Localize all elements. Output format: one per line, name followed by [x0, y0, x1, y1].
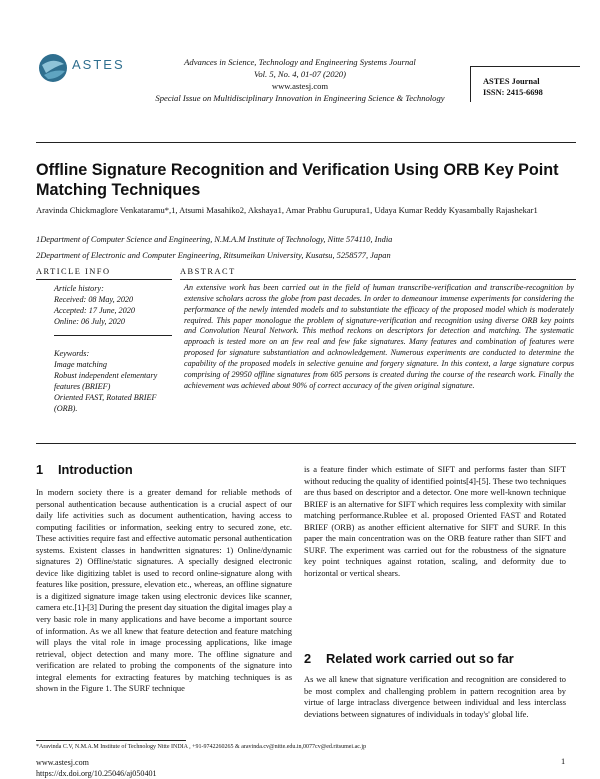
journal-info [150, 56, 450, 104]
keywords-block [54, 348, 172, 414]
online-date: Online: 06 July, 2020 [54, 317, 125, 326]
abstract-rule [180, 279, 576, 280]
astes-globe-icon [36, 51, 70, 85]
corresponding-author-footnote: *Aravinda C.V, N.M.A.M Institute of Technology Nitte INDIA , +91-9742260265 & aravinda.cv@nitte.edu.in,0077cv@ed.ritsumei.ac.jp [36, 744, 367, 750]
affiliation-1: 1Department of Computer Science and Engineering, N.M.A.M Institute of Technology, Nitte 574110, India [36, 235, 393, 244]
article-info-heading: ARTICLE INFO [36, 267, 111, 276]
section-title: Related work carried out so far [326, 651, 514, 666]
issn-box [470, 66, 580, 102]
keyword-item: Robust independent elementary features (BRIEF) [54, 371, 158, 391]
footer-doi[interactable]: https://dx.doi.org/10.25046/aj050401 [36, 769, 157, 778]
article-history [54, 283, 172, 327]
section-heading-introduction [36, 462, 133, 477]
received-date: Received: 08 May, 2020 [54, 295, 134, 304]
affiliation-2: 2Department of Electronic and Computer Engineering, Ritsumeikan University, Kusatsu, 5258577, Japan [36, 251, 391, 260]
abstract-text: An extensive work has been carried out in the field of human transcribe-verification and transcribe-recognition by extensive scholars across the globe from past decades. In order to demeanour immense experiments for considering the performance of the newly intended models and to substantiate the efficacy of the proposed model which is moderately required. This paper monologue the problem of signature-verification and recognition using diverse ORB key points and Convolution Neural Network. This method reckons on descriptors for detection and matching. The systematic approach is tested more on an few real and few fake signatures. Many features and combination of features were proposed for signature substantiation and acknowledgement. Numerous experiments are conducted to determine the capability of the proposed models in selective genuine and forgery signature. In this context, a large signature corpus comprising of 29950 offline signatures from 605 persons is created during the course of the research work. Finally the achievement was achieved about 90% of correct accuracy of the given original signature. [184, 283, 574, 390]
history-label: Article history: [54, 284, 104, 293]
journal-name: Advances in Science, Technology and Engineering Systems Journal [184, 57, 416, 67]
header-divider [36, 142, 576, 143]
introduction-text: In modern society there is a greater demand for reliable methods of personal authentication because authentication is a crucial aspect of our daily life activities such as document authentication, having access to computing facilities or information, seeking entry to secured zone, etc. These activities require fast and effective automatic personal authentication systems. Existent classes in handwritten signatures: 1) Online/dynamic signatures 2) Offline/static signatures. A specially designed electronic device like digitizing tablet is used to record online-signature along with features like position, pressure, elevation etc., whereas, an offline signature is a digitized signature image taken using electronic devices like scanner, camera etc.[1]-[3] During the present day situation the digital images play a very basic role in many applications and have become a important source of information. As we all knew that feature detection and feature matching will plays the vital role in image processing applications, like image retrieval, object detection and many more. The offline signature and verification are related to probing the components of the signature into integral elements for extracting features by matching techniques is as shown in the Figure 1. The SURF technique [36, 487, 292, 694]
section-number: 1 [36, 462, 44, 477]
section-heading-related-work [304, 651, 514, 666]
section-number: 2 [304, 651, 312, 666]
issn-journal-title: ASTES Journal [483, 77, 540, 86]
abstract-heading: ABSTRACT [180, 267, 236, 276]
special-issue: Special Issue on Multidisciplinary Innovation in Engineering Science & Technology [155, 93, 445, 103]
article-info-rule [36, 279, 172, 280]
journal-volume: Vol. 5, No. 4, 01-07 (2020) [254, 69, 346, 79]
paper-title: Offline Signature Recognition and Verification Using ORB Key Point Matching Techniques [36, 161, 559, 199]
author-list: Aravinda Chickmaglore Venkataramu*,1, Atsumi Masahiko2, Akshaya1, Amar Prabhu Gurupura1, Udaya Kumar Reddy Kyasambally Rajashekar1 [36, 205, 538, 215]
history-keywords-rule [54, 335, 172, 336]
page-number: 1 [561, 757, 566, 766]
journal-website[interactable]: www.astesj.com [271, 81, 329, 91]
accepted-date: Accepted: 17 June, 2020 [54, 306, 135, 315]
keywords-label: Keywords: [54, 349, 90, 358]
footer-website[interactable]: www.astesj.com [36, 758, 89, 767]
astes-logo [36, 51, 126, 91]
footnote-rule [36, 740, 186, 741]
logo-wordmark: ASTES [72, 57, 125, 72]
issn-number: ISSN: 2415-6698 [483, 88, 543, 97]
abstract-bottom-rule [36, 443, 576, 444]
related-work-text: As we all knew that signature verification and recognition are considered to be most complex and challenging problem in pattern recognition area by virtue of large intraclass divergence between individual and less interclass deviations between signatures of individuals in today's' global life. [304, 674, 566, 719]
introduction-continued-text: is a feature finder which estimate of SIFT and performs faster than SIFT without reducing the quality of identified points[4]-[5]. These two techniques are thus based on descriptor and a detector. One more well-known technique BRIEF is an alternative for SIFT which requires less complexity with similar matching performance.Rublee et al. proposed Oriented FAST and Rotated BRIEF (ORB) as another efficient alternative for SIFT and SURF. In this paper the main concentration was on the ORB feature rather than SIFT and SURF. The experiment was carried out for the robustness of the signature key point techniques against rotation, scaling, and deformity due to horizontal or vertical shears. [304, 464, 566, 578]
keyword-item: Oriented FAST, Rotated BRIEF (ORB). [54, 393, 157, 413]
keyword-item: Image matching [54, 360, 107, 369]
section-title: Introduction [58, 462, 133, 477]
